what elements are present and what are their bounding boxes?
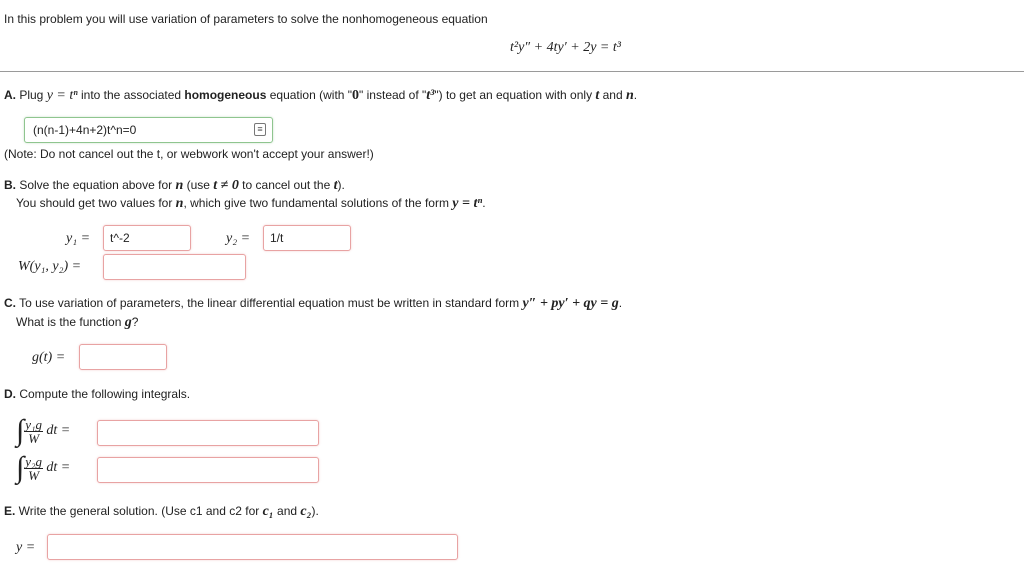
integral-2-input[interactable] — [97, 457, 319, 483]
part-a-prompt: A. Plug y = tⁿ into the associated homogeneous equation (with "0" instead of "t³") to get an equation with only t and n. — [4, 88, 638, 103]
g-label: g(t) = — [32, 350, 66, 365]
part-a-note: (Note: Do not cancel out the t, or webwork won't accept your answer!) — [4, 147, 374, 161]
equation-preview-icon[interactable]: ≡ — [254, 123, 266, 136]
y1-input[interactable] — [103, 225, 191, 251]
general-solution-input[interactable] — [47, 534, 458, 560]
integral-2-label: ∫ $\frac{\text{y₂g}}{W}$ dt = — [16, 451, 71, 484]
general-solution-label: y = — [16, 540, 36, 555]
y2-input[interactable] — [263, 225, 351, 251]
wronskian-label: W(y₁, y₂) = — [18, 259, 82, 274]
part-b-prompt-line1: B. Solve the equation above for n (use t ≠ 0 to cancel out the t). — [4, 178, 345, 193]
y2-label: y₂ = — [226, 231, 251, 246]
y2-value: 1/t — [270, 231, 284, 245]
y1-label: y₁ = — [66, 231, 91, 246]
main-equation: t²y″ + 4ty′ + 2y = t³ — [510, 40, 621, 55]
part-a-answer-input[interactable] — [24, 117, 273, 143]
part-b-prompt-line2: You should get two values for n, which give two fundamental solutions of the form y = tⁿ. — [16, 196, 486, 211]
part-c-prompt-line2: What is the function g? — [16, 315, 139, 330]
intro-text: In this problem you will use variation of parameters to solve the nonhomogeneous equation — [4, 12, 488, 26]
part-e-prompt: E. Write the general solution. (Use c1 and c2 for c₁ and c₂). — [4, 504, 319, 519]
part-d-prompt: D. Compute the following integrals. — [4, 387, 191, 401]
divider — [0, 71, 1024, 72]
y1-value: t^-2 — [110, 231, 130, 245]
part-a-answer-value: (n(n-1)+4n+2)t^n=0 — [33, 123, 137, 137]
part-c-prompt-line1: C. To use variation of parameters, the linear differential equation must be written in standard form y″ + py′ + qy = g. — [4, 296, 623, 311]
integral-1-label: ∫ $\frac{\text{y₁g}}{W}$ dt = — [16, 414, 71, 447]
wronskian-input[interactable] — [103, 254, 246, 280]
g-input[interactable] — [79, 344, 167, 370]
integral-1-input[interactable] — [97, 420, 319, 446]
